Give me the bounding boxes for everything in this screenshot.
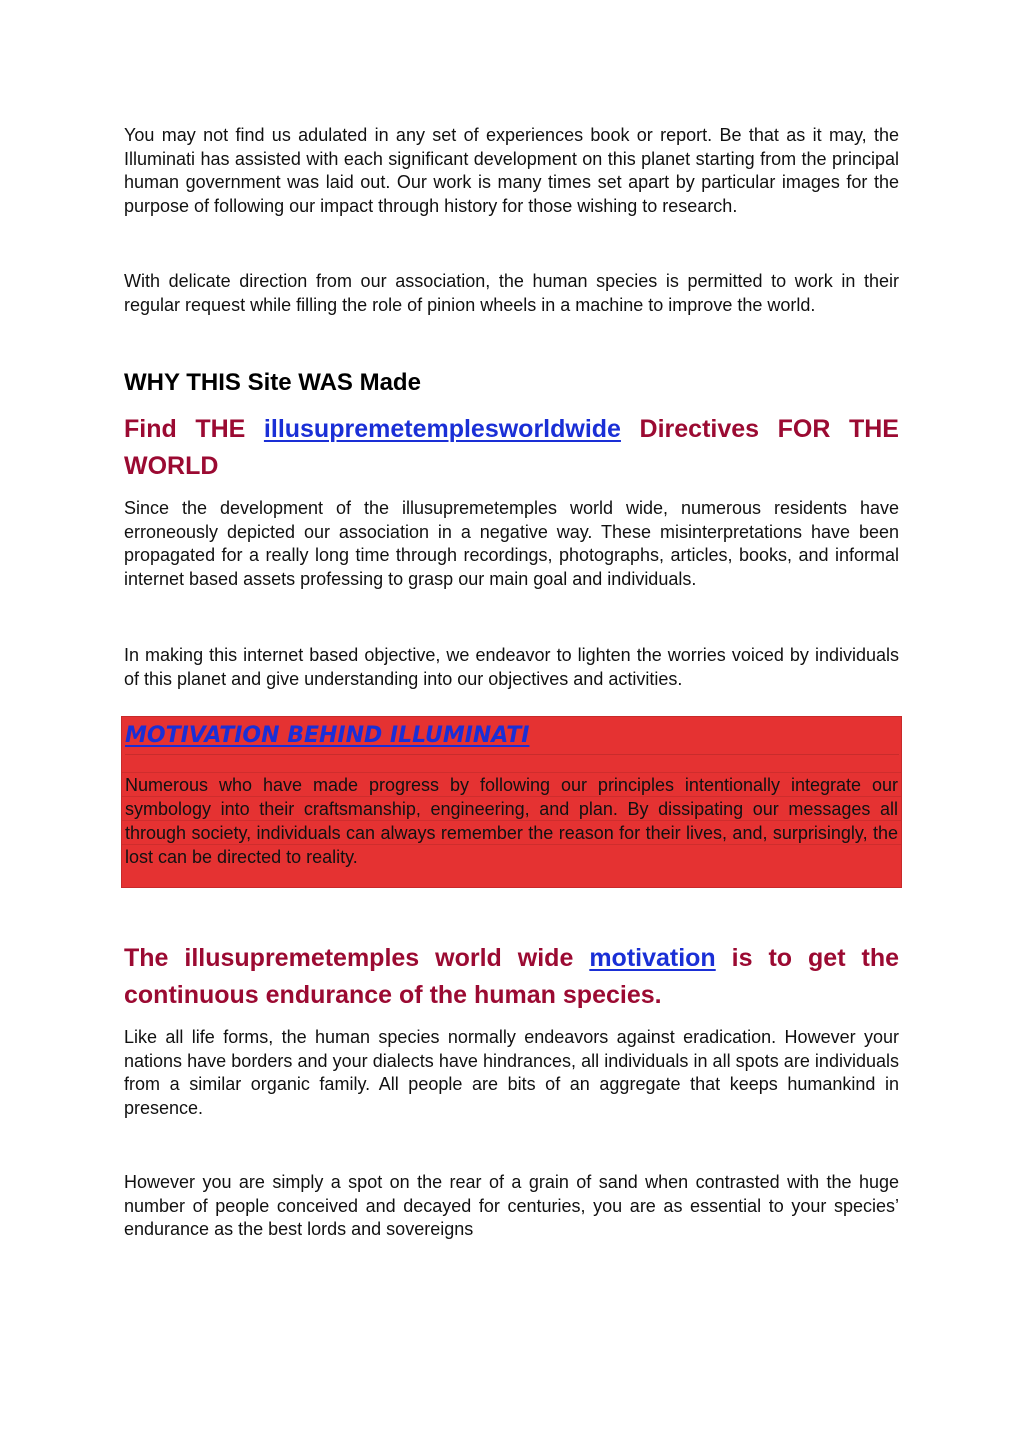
motivation-box xyxy=(121,716,902,888)
survival-heading xyxy=(124,940,899,1014)
motivation-box-title-row xyxy=(125,720,899,755)
why-paragraph-2-block xyxy=(124,644,899,691)
survival-paragraph-2: However you are simply a spot on the rear of a grain of sand when contrasted with the huge number of people conceived and decayed for centuries, you are as essential to your species’ endurance as the best lords and sovereigns xyxy=(124,1172,899,1239)
directives-heading-block xyxy=(124,411,899,485)
intro-paragraph-1-block xyxy=(124,124,899,218)
motivation-link[interactable]: motivation xyxy=(589,944,716,972)
survival-heading-prefix: The illusupremetemples world wide xyxy=(124,944,590,972)
motivation-box-title-link[interactable]: MOTIVATION BEHIND ILLUMINATI xyxy=(125,723,530,748)
directives-heading xyxy=(124,411,899,485)
survival-paragraph-1: Like all life forms, the human species normally endeavors against eradication. However your nations have borders and your dialects have hindrances, all individuals in all spots are individuals from a similar organic family. All people are bits of an aggregate that keeps humankind in presence. xyxy=(124,1027,899,1118)
why-heading: WHY THIS Site WAS Made xyxy=(124,369,421,396)
directives-heading-suffix: Directives FOR THE WORLD xyxy=(124,415,899,480)
why-paragraph-1-block xyxy=(124,497,899,591)
intro-paragraph-1: You may not find us adulated in any set of experiences book or report. Be that as it may, the Illuminati has assisted with each significant development on this planet starting from the principal human government was laid out. Our work is many times set apart by particular images for the purpose of following our impact through history for those wishing to research. xyxy=(124,125,899,216)
illusupremetemples-link[interactable]: illusupremetemplesworldwide xyxy=(263,415,621,443)
intro-paragraph-2-block xyxy=(124,270,899,317)
survival-heading-suffix: is to get the continuous endurance of the human species. xyxy=(124,944,899,1009)
intro-paragraph-2: With delicate direction from our association, the human species is permitted to work in their regular request while filling the role of pinion wheels in a machine to improve the world. xyxy=(124,271,899,315)
motivation-box-text: Numerous who have made progress by following our principles intentionally integrate our symbology into their craftsmanship, engineering, and plan. By dissipating our messages all through society, individuals can always remember the reason for their lives, and, surprisingly, the lost can be directed to reality. xyxy=(125,775,898,867)
why-paragraph-1: Since the development of the illusupremetemples world wide, numerous residents have erroneously depicted our association in a negative way. These misinterpretations have been propagated for a really long time through recordings, photographs, articles, books, and informal internet based assets professing to grasp our main goal and individuals. xyxy=(124,498,899,589)
survival-paragraph-2-block xyxy=(124,1171,899,1242)
why-paragraph-2: In making this internet based objective, we endeavor to lighten the worries voiced by individuals of this planet and give understanding into our objectives and activities. xyxy=(124,645,899,689)
survival-heading-block xyxy=(124,940,899,1014)
survival-paragraph-1-block xyxy=(124,1026,899,1120)
why-heading-block xyxy=(124,368,899,398)
directives-heading-prefix: Find THE xyxy=(124,415,264,443)
